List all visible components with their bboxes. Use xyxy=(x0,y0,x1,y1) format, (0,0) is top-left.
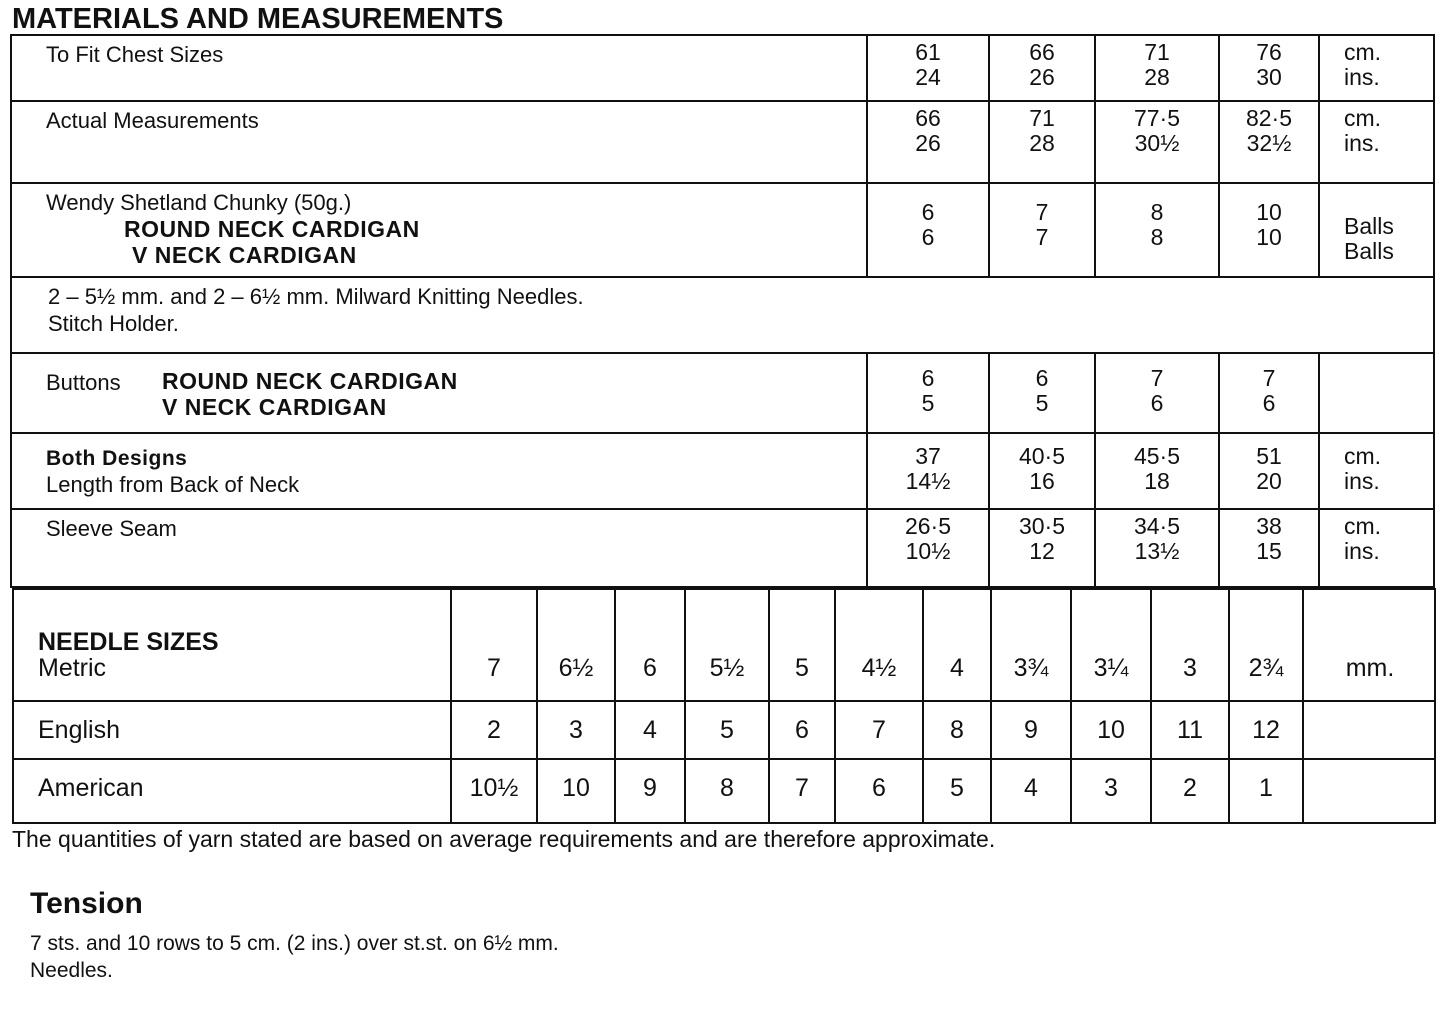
needle-size-cell xyxy=(834,760,922,822)
needle-size-cell xyxy=(536,702,614,758)
value-secondary: 10 xyxy=(1256,224,1282,250)
value-primary: 10 xyxy=(1256,199,1282,225)
needle-size-value: 3 xyxy=(1183,654,1197,682)
needle-size-value: 10 xyxy=(1097,716,1125,744)
value-secondary: 30½ xyxy=(1134,130,1180,156)
needle-size-cell xyxy=(1228,702,1302,758)
needle-size-value: 3¾ xyxy=(1013,654,1049,682)
materials-row-yarn xyxy=(12,184,1433,278)
tension-text xyxy=(30,930,559,984)
size-value-cell xyxy=(1218,184,1318,276)
needle-size-value: 7 xyxy=(795,774,809,802)
needle-size-cell xyxy=(614,590,684,700)
value-primary: 6 xyxy=(921,199,935,225)
needle-size-value: 3 xyxy=(569,716,583,744)
needle-size-value: 2 xyxy=(1183,774,1197,802)
size-value-cell xyxy=(988,354,1094,432)
value-primary: 40·5 xyxy=(1018,443,1066,469)
row-label: Buttons xyxy=(46,370,121,395)
cardigan-type-label: V NECK CARDIGAN xyxy=(132,242,357,268)
unit-label: cm. xyxy=(1344,105,1382,131)
needle-size-cell xyxy=(834,590,922,700)
unit-cell xyxy=(1318,434,1435,508)
needle-size-cell xyxy=(922,760,990,822)
needle-size-cell xyxy=(768,702,834,758)
needle-row-metric xyxy=(14,590,1434,702)
needle-size-cell xyxy=(922,702,990,758)
unit-label: ins. xyxy=(1344,64,1380,90)
size-value-cell xyxy=(866,510,988,586)
value-primary: 61 xyxy=(915,39,941,65)
needle-size-value: 6 xyxy=(643,654,657,682)
needle-size-value: 5 xyxy=(795,654,809,682)
needle-unit-cell xyxy=(1302,590,1436,700)
needle-unit-cell xyxy=(1302,760,1436,822)
value-secondary: 26 xyxy=(915,130,941,156)
value-secondary: 32½ xyxy=(1246,130,1292,156)
needle-size-value: 7 xyxy=(872,716,886,744)
value-secondary: 5 xyxy=(1035,390,1049,416)
value-primary: 45·5 xyxy=(1133,443,1181,469)
needle-size-cell xyxy=(450,590,536,700)
needle-size-value: 11 xyxy=(1177,716,1203,744)
needle-size-cell xyxy=(450,702,536,758)
needle-sizes-table xyxy=(12,588,1436,824)
size-value-cell xyxy=(1094,102,1218,182)
size-value-cell xyxy=(988,36,1094,100)
needle-size-value: 8 xyxy=(950,716,964,744)
value-primary: 77·5 xyxy=(1133,105,1181,131)
unit-label: ins. xyxy=(1344,468,1380,494)
materials-row-needles xyxy=(12,278,1433,354)
value-primary: 6 xyxy=(1035,365,1049,391)
unit-label: ins. xyxy=(1344,538,1380,564)
value-secondary: 5 xyxy=(921,390,935,416)
value-secondary: 28 xyxy=(1029,130,1055,156)
needle-size-cell xyxy=(684,590,768,700)
needle-size-cell xyxy=(536,590,614,700)
needle-size-cell xyxy=(768,760,834,822)
yarn-quantity-note: The quantities of yarn stated are based on average requirements and are therefore approximate. xyxy=(12,826,996,852)
size-value-cell xyxy=(1094,510,1218,586)
needle-size-value: 4½ xyxy=(861,654,897,682)
value-primary: 82·5 xyxy=(1245,105,1293,131)
needle-size-cell xyxy=(990,590,1070,700)
value-primary: 37 xyxy=(915,443,941,469)
size-value-cell xyxy=(1094,36,1218,100)
tension-heading: Tension xyxy=(30,887,143,920)
needles-line: 2 – 5½ mm. and 2 – 6½ mm. Milward Knitting Needles. xyxy=(48,284,584,309)
value-secondary: 7 xyxy=(1035,224,1049,250)
size-value-cell xyxy=(866,36,988,100)
page-title: MATERIALS AND MEASUREMENTS xyxy=(12,3,504,35)
size-value-cell xyxy=(988,184,1094,276)
size-value-cell xyxy=(988,510,1094,586)
value-secondary: 10½ xyxy=(905,538,951,564)
tension-line: Needles. xyxy=(30,959,113,982)
needle-size-value: 9 xyxy=(643,774,657,802)
needle-size-value: 2¾ xyxy=(1248,654,1284,682)
value-secondary: 13½ xyxy=(1134,538,1180,564)
size-value-cell xyxy=(866,354,988,432)
needle-row-english xyxy=(14,702,1434,760)
needle-size-value: 6 xyxy=(795,716,809,744)
value-primary: 8 xyxy=(1150,199,1164,225)
value-secondary: 20 xyxy=(1256,468,1282,494)
needle-unit-label: mm. xyxy=(1345,654,1395,682)
needle-size-cell xyxy=(768,590,834,700)
size-value-cell xyxy=(1218,36,1318,100)
value-primary: 34·5 xyxy=(1133,513,1181,539)
needle-size-value: 10 xyxy=(562,774,590,802)
row-label: Length from Back of Neck xyxy=(46,472,300,497)
needle-row-american xyxy=(14,760,1434,822)
needle-size-value: 3¼ xyxy=(1093,654,1129,682)
size-value-cell xyxy=(866,434,988,508)
needle-size-cell xyxy=(1150,760,1228,822)
materials-row-chest xyxy=(12,36,1433,102)
needle-size-value: 7 xyxy=(487,654,501,682)
value-primary: 76 xyxy=(1256,39,1282,65)
needle-sizes-heading: NEEDLE SIZES xyxy=(38,628,219,656)
needle-system-label: American xyxy=(38,774,144,802)
value-secondary: 12 xyxy=(1029,538,1055,564)
unit-cell xyxy=(1318,510,1435,586)
size-value-cell xyxy=(1218,510,1318,586)
value-primary: 26·5 xyxy=(904,513,952,539)
value-secondary: 16 xyxy=(1029,468,1055,494)
needle-size-cell xyxy=(684,702,768,758)
materials-row-length xyxy=(12,434,1433,510)
value-secondary: 6 xyxy=(921,224,935,250)
needle-size-cell xyxy=(922,590,990,700)
needle-size-value: 4 xyxy=(643,716,657,744)
row-label: To Fit Chest Sizes xyxy=(46,42,224,67)
row-label-bold: Both Designs xyxy=(46,447,188,470)
value-secondary: 6 xyxy=(1262,390,1276,416)
unit-label: cm. xyxy=(1344,443,1382,469)
needle-size-value: 3 xyxy=(1104,774,1118,802)
size-value-cell xyxy=(866,184,988,276)
tension-line: 7 sts. and 10 rows to 5 cm. (2 ins.) over st.st. on 6½ mm. xyxy=(30,932,559,955)
materials-row-actual xyxy=(12,102,1433,184)
needle-size-value: 8 xyxy=(720,774,734,802)
needle-size-value: 6½ xyxy=(558,654,594,682)
value-secondary: 30 xyxy=(1256,64,1282,90)
size-value-cell xyxy=(1218,434,1318,508)
needle-size-cell xyxy=(684,760,768,822)
size-value-cell xyxy=(866,102,988,182)
unit-label: Balls xyxy=(1344,238,1394,264)
row-label: Wendy Shetland Chunky (50g.) xyxy=(46,190,352,215)
needle-size-value: 5 xyxy=(950,774,964,802)
needle-size-value: 4 xyxy=(950,654,964,682)
materials-table xyxy=(10,34,1435,588)
needle-size-cell xyxy=(1150,702,1228,758)
needle-size-cell xyxy=(1228,760,1302,822)
needles-line: Stitch Holder. xyxy=(48,311,179,336)
needle-system-label: English xyxy=(38,716,120,744)
value-secondary: 24 xyxy=(915,64,941,90)
value-primary: 66 xyxy=(915,105,941,131)
needle-size-cell xyxy=(990,760,1070,822)
unit-label: ins. xyxy=(1344,130,1380,156)
value-secondary: 14½ xyxy=(905,468,951,494)
unit-cell xyxy=(1318,102,1435,182)
value-secondary: 6 xyxy=(1150,390,1164,416)
value-primary: 6 xyxy=(921,365,935,391)
needle-size-value: 5½ xyxy=(709,654,745,682)
needle-size-cell xyxy=(1070,702,1150,758)
value-secondary: 28 xyxy=(1144,64,1170,90)
unit-label: cm. xyxy=(1344,513,1382,539)
cardigan-type-label: V NECK CARDIGAN xyxy=(162,394,387,420)
needle-unit-cell xyxy=(1302,702,1436,758)
needle-size-value: 12 xyxy=(1252,716,1280,744)
needle-size-cell xyxy=(1070,590,1150,700)
unit-label: cm. xyxy=(1344,39,1382,65)
size-value-cell xyxy=(1094,434,1218,508)
materials-row-buttons xyxy=(12,354,1433,434)
cardigan-type-label: ROUND NECK CARDIGAN xyxy=(162,368,458,394)
needle-size-cell xyxy=(1150,590,1228,700)
value-primary: 66 xyxy=(1029,39,1055,65)
value-primary: 7 xyxy=(1150,365,1164,391)
needle-size-cell xyxy=(614,760,684,822)
needle-size-value: 2 xyxy=(487,716,501,744)
size-value-cell xyxy=(1218,354,1318,432)
needle-size-value: 5 xyxy=(720,716,734,744)
needle-size-cell xyxy=(1228,590,1302,700)
materials-row-sleeve xyxy=(12,510,1433,586)
needle-size-value: 10½ xyxy=(469,774,519,802)
needle-size-value: 1 xyxy=(1259,774,1273,802)
needle-size-value: 4 xyxy=(1024,774,1038,802)
row-label: Sleeve Seam xyxy=(46,516,177,541)
row-label: Actual Measurements xyxy=(46,108,259,133)
needle-size-cell xyxy=(536,760,614,822)
size-value-cell xyxy=(1094,184,1218,276)
value-primary: 71 xyxy=(1144,39,1170,65)
value-secondary: 15 xyxy=(1256,538,1282,564)
value-secondary: 8 xyxy=(1150,224,1164,250)
size-value-cell xyxy=(988,102,1094,182)
cardigan-type-label: ROUND NECK CARDIGAN xyxy=(124,216,420,242)
value-secondary: 18 xyxy=(1144,468,1170,494)
value-primary: 7 xyxy=(1262,365,1276,391)
needle-size-value: 9 xyxy=(1024,716,1038,744)
needle-size-cell xyxy=(834,702,922,758)
value-primary: 71 xyxy=(1029,105,1055,131)
size-value-cell xyxy=(1094,354,1218,432)
value-primary: 30·5 xyxy=(1018,513,1066,539)
size-value-cell xyxy=(988,434,1094,508)
needle-size-cell xyxy=(614,702,684,758)
needle-system-label: Metric xyxy=(38,654,107,682)
value-secondary: 26 xyxy=(1029,64,1055,90)
value-primary: 7 xyxy=(1035,199,1049,225)
unit-cell xyxy=(1318,184,1435,276)
size-value-cell xyxy=(1218,102,1318,182)
needle-size-cell xyxy=(990,702,1070,758)
unit-cell xyxy=(1318,354,1435,432)
unit-label: Balls xyxy=(1344,213,1394,239)
needle-size-cell xyxy=(450,760,536,822)
unit-cell xyxy=(1318,36,1435,100)
value-primary: 51 xyxy=(1256,443,1282,469)
needle-size-value: 6 xyxy=(872,774,886,802)
needle-size-cell xyxy=(1070,760,1150,822)
value-primary: 38 xyxy=(1256,513,1282,539)
